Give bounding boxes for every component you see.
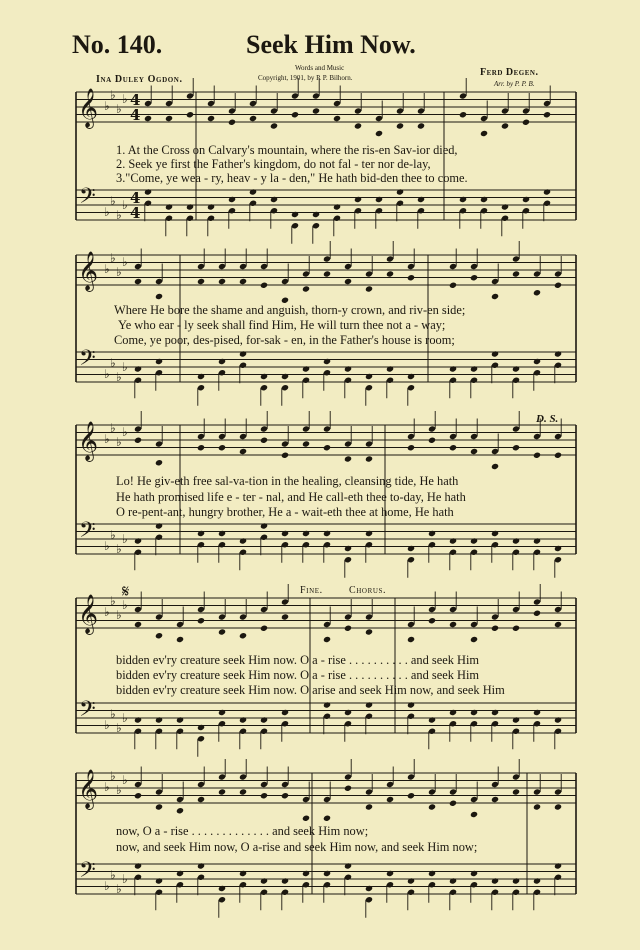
note-head — [491, 350, 499, 357]
copyright-line-1: Words and Music — [295, 64, 345, 72]
time-signature: 4 — [130, 91, 141, 109]
note-head — [480, 130, 488, 137]
note-head — [239, 350, 247, 357]
note-head — [491, 877, 499, 884]
note-head — [491, 293, 499, 300]
note-head — [554, 716, 562, 723]
flat-icon: ♭ — [122, 532, 128, 546]
note-head — [281, 452, 289, 459]
note-head — [260, 282, 268, 289]
note-head — [155, 522, 163, 529]
note-head — [344, 625, 352, 632]
note-head — [407, 877, 415, 884]
note-head — [155, 358, 163, 365]
flat-icon: ♭ — [122, 255, 128, 269]
flat-icon: ♭ — [104, 718, 110, 732]
note-head — [491, 530, 499, 537]
flat-icon: ♭ — [122, 198, 128, 212]
note-head — [323, 444, 331, 451]
note-head — [134, 792, 142, 799]
flat-icon: ♭ — [104, 432, 110, 446]
note-head — [470, 811, 478, 818]
note-head — [270, 122, 278, 129]
lyric-line: now, and seek Him now, O a-rise and seek Him now, and seek Him now; — [116, 840, 478, 854]
note-head — [218, 885, 226, 892]
note-head — [533, 289, 541, 296]
lyric-line: Come, ye poor, des-pised, for-sak - en, in the Father's house is room; — [114, 333, 455, 347]
flat-icon: ♭ — [110, 421, 116, 435]
flat-icon: ♭ — [122, 360, 128, 374]
note-head — [239, 448, 247, 455]
note-head — [354, 122, 362, 129]
note-head — [449, 877, 457, 884]
note-head — [522, 196, 530, 203]
note-head — [522, 119, 530, 126]
note-head — [470, 537, 478, 544]
note-head — [165, 203, 173, 210]
note-head — [344, 862, 352, 869]
lyric-line: Ye who ear - ly seek shall find Him, He will turn thee not a - way; — [118, 318, 446, 332]
note-head — [428, 530, 436, 537]
note-head — [197, 530, 205, 537]
note-head — [218, 358, 226, 365]
note-head — [449, 709, 457, 716]
note-head — [134, 537, 142, 544]
note-head — [407, 444, 415, 451]
note-head — [155, 716, 163, 723]
note-head — [344, 365, 352, 372]
note-head — [281, 877, 289, 884]
note-head — [386, 270, 394, 277]
bass-clef-icon: 𝄢 — [79, 697, 96, 727]
flat-icon: ♭ — [122, 598, 128, 612]
copyright-line-2: Copyright, 1901, by P. P. Bilhorn. — [258, 74, 353, 82]
note-head — [239, 278, 247, 285]
note-head — [323, 870, 331, 877]
lyric-line: 1. At the Cross on Calvary's mountain, where the ris-en Sav-ior died, — [116, 143, 458, 157]
flat-icon: ♭ — [110, 88, 116, 102]
flat-icon: ♭ — [122, 872, 128, 886]
note-head — [417, 196, 425, 203]
note-head — [470, 274, 478, 281]
note-head — [197, 724, 205, 731]
note-head — [218, 278, 226, 285]
note-head — [470, 709, 478, 716]
note-head — [428, 617, 436, 624]
note-head — [165, 115, 173, 122]
treble-clef-icon: 𝄞 — [78, 769, 99, 809]
note-head — [501, 203, 509, 210]
flat-icon: ♭ — [104, 605, 110, 619]
note-head — [155, 877, 163, 884]
note-head — [197, 444, 205, 451]
note-head — [239, 870, 247, 877]
note-head — [155, 293, 163, 300]
flat-icon: ♭ — [116, 435, 122, 449]
flat-icon: ♭ — [110, 251, 116, 265]
flat-icon: ♭ — [110, 594, 116, 608]
note-head — [134, 365, 142, 372]
note-head — [407, 373, 415, 380]
note-head — [491, 463, 499, 470]
note-head — [554, 803, 562, 810]
flat-icon: ♭ — [110, 707, 116, 721]
note-head — [323, 701, 331, 708]
note-head — [207, 203, 215, 210]
note-head — [302, 530, 310, 537]
note-head — [344, 785, 352, 792]
note-head — [144, 188, 152, 195]
note-head — [323, 270, 331, 277]
note-head — [197, 796, 205, 803]
note-head — [134, 278, 142, 285]
lyric-line: Lo! He giv-eth free sal-va-tion in the healing, cleansing tide, He hath — [116, 474, 459, 488]
dal-segno-marking: D. S. — [536, 413, 559, 425]
note-head — [512, 788, 520, 795]
note-head — [365, 285, 373, 292]
note-head — [554, 545, 562, 552]
treble-clef-icon: 𝄞 — [78, 88, 99, 128]
flat-icon: ♭ — [104, 262, 110, 276]
note-head — [533, 803, 541, 810]
bass-clef-icon: 𝄢 — [79, 346, 96, 376]
note-head — [491, 796, 499, 803]
note-head — [365, 530, 373, 537]
note-head — [176, 636, 184, 643]
note-head — [218, 788, 226, 795]
note-head — [155, 459, 163, 466]
note-head — [449, 282, 457, 289]
note-head — [291, 211, 299, 218]
note-head — [197, 862, 205, 869]
note-head — [260, 437, 268, 444]
note-head — [470, 448, 478, 455]
treble-clef-icon: 𝄞 — [78, 594, 99, 634]
note-head — [396, 122, 404, 129]
flat-icon: ♭ — [104, 539, 110, 553]
note-head — [354, 196, 362, 203]
time-signature: 4 — [130, 189, 141, 207]
note-head — [554, 452, 562, 459]
note-head — [512, 365, 520, 372]
note-head — [449, 365, 457, 372]
flat-icon: ♭ — [104, 780, 110, 794]
note-head — [249, 188, 257, 195]
note-head — [281, 373, 289, 380]
note-head — [344, 278, 352, 285]
fine-marking: Fine. — [300, 585, 323, 596]
note-head — [239, 716, 247, 723]
note-head — [302, 285, 310, 292]
flat-icon: ♭ — [116, 882, 122, 896]
note-head — [344, 709, 352, 716]
composer-credit: Ferd Degen. — [480, 67, 539, 78]
flat-icon: ♭ — [110, 528, 116, 542]
note-head — [260, 522, 268, 529]
note-head — [323, 815, 331, 822]
hymn-title: Seek Him Now. — [246, 30, 416, 59]
note-head — [239, 632, 247, 639]
note-head — [260, 373, 268, 380]
note-head — [176, 807, 184, 814]
note-head — [386, 796, 394, 803]
note-head — [302, 870, 310, 877]
note-head — [512, 444, 520, 451]
note-head — [407, 701, 415, 708]
note-head — [260, 716, 268, 723]
note-head — [344, 545, 352, 552]
note-head — [386, 870, 394, 877]
flat-icon: ♭ — [104, 205, 110, 219]
flat-icon: ♭ — [116, 265, 122, 279]
note-head — [281, 792, 289, 799]
note-head — [396, 188, 404, 195]
note-head — [323, 530, 331, 537]
note-head — [260, 877, 268, 884]
note-head — [459, 111, 467, 118]
note-head — [302, 815, 310, 822]
note-head — [449, 621, 457, 628]
flat-icon: ♭ — [104, 99, 110, 113]
segno-icon: 𝄋 — [122, 582, 130, 601]
time-signature: 4 — [130, 204, 141, 222]
flat-icon: ♭ — [122, 773, 128, 787]
note-head — [312, 211, 320, 218]
note-head — [134, 716, 142, 723]
note-head — [417, 122, 425, 129]
note-head — [375, 196, 383, 203]
note-head — [155, 803, 163, 810]
note-head — [239, 537, 247, 544]
note-head — [228, 119, 236, 126]
note-head — [386, 365, 394, 372]
note-head — [449, 444, 457, 451]
treble-clef-icon: 𝄞 — [78, 251, 99, 291]
note-head — [533, 452, 541, 459]
flat-icon: ♭ — [110, 356, 116, 370]
note-head — [176, 870, 184, 877]
note-head — [554, 862, 562, 869]
note-head — [344, 455, 352, 462]
note-head — [134, 621, 142, 628]
note-head — [218, 530, 226, 537]
chorus-marking: Chorus. — [349, 585, 387, 596]
note-head — [428, 803, 436, 810]
note-head — [239, 788, 247, 795]
note-head — [512, 537, 520, 544]
flat-icon: ♭ — [116, 783, 122, 797]
note-head — [407, 545, 415, 552]
note-head — [512, 270, 520, 277]
note-head — [281, 613, 289, 620]
note-head — [270, 196, 278, 203]
flat-icon: ♭ — [104, 367, 110, 381]
note-head — [207, 115, 215, 122]
note-head — [186, 203, 194, 210]
lyric-line: now, O a - rise . . . . . . . . . . . . . and seek Him now; — [116, 824, 369, 838]
note-head — [281, 530, 289, 537]
note-head — [228, 196, 236, 203]
note-head — [491, 709, 499, 716]
arranger-credit: Arr. by P. P. B. — [494, 80, 535, 88]
note-head — [260, 625, 268, 632]
flat-icon: ♭ — [122, 425, 128, 439]
note-head — [365, 885, 373, 892]
lyric-line: 3."Come, ye wea - ry, heav - y la - den," He hath bid-den thee to come. — [116, 171, 468, 185]
note-head — [134, 862, 142, 869]
note-head — [302, 365, 310, 372]
note-head — [407, 274, 415, 281]
note-head — [375, 130, 383, 137]
flat-icon: ♭ — [104, 879, 110, 893]
flat-icon: ♭ — [110, 769, 116, 783]
note-head — [407, 636, 415, 643]
note-head — [197, 278, 205, 285]
note-head — [281, 709, 289, 716]
note-head — [554, 350, 562, 357]
note-head — [449, 537, 457, 544]
note-head — [218, 709, 226, 716]
note-head — [512, 716, 520, 723]
note-head — [291, 111, 299, 118]
flat-icon: ♭ — [116, 721, 122, 735]
note-head — [512, 625, 520, 632]
lyric-line: Where He bore the shame and anguish, thorn-y crown, and riv-en side; — [114, 303, 466, 317]
note-head — [323, 636, 331, 643]
note-head — [302, 440, 310, 447]
note-head — [480, 196, 488, 203]
note-head — [449, 800, 457, 807]
lyric-line: bidden ev'ry creature seek Him now. O a - rise . . . . . . . . . . and seek Him — [116, 653, 480, 667]
note-head — [218, 628, 226, 635]
note-head — [470, 365, 478, 372]
note-head — [543, 188, 551, 195]
note-head — [197, 617, 205, 624]
note-head — [365, 701, 373, 708]
note-head — [554, 621, 562, 628]
flat-icon: ♭ — [116, 542, 122, 556]
bass-clef-icon: 𝄢 — [79, 518, 96, 548]
lyric-line: 2. Seek ye first the Father's kingdom, do not fal - ter nor de-lay, — [116, 157, 431, 171]
flat-icon: ♭ — [116, 608, 122, 622]
note-head — [554, 282, 562, 289]
note-head — [501, 122, 509, 129]
note-head — [533, 709, 541, 716]
note-head — [533, 610, 541, 617]
note-head — [459, 196, 467, 203]
note-head — [533, 537, 541, 544]
note-head — [144, 115, 152, 122]
lyric-line: bidden ev'ry creature seek Him now. O a - rise . . . . . . . . . . and seek Him — [116, 668, 480, 682]
note-head — [470, 636, 478, 643]
lyric-line: bidden ev'ry creature seek Him now. O arise and seek Him now, and seek Him — [116, 683, 505, 697]
lyricist-credit: Ina Duley Ogdon. — [96, 74, 183, 85]
lyric-line: He hath promised life e - ter - nal, and He call-eth thee to-day, He hath — [116, 490, 466, 504]
note-head — [323, 358, 331, 365]
note-head — [428, 870, 436, 877]
note-head — [176, 716, 184, 723]
note-head — [491, 625, 499, 632]
note-head — [365, 628, 373, 635]
flat-icon: ♭ — [116, 370, 122, 384]
note-head — [543, 111, 551, 118]
note-head — [197, 373, 205, 380]
note-head — [218, 444, 226, 451]
flat-icon: ♭ — [110, 868, 116, 882]
flat-icon: ♭ — [110, 194, 116, 208]
note-head — [512, 877, 520, 884]
note-head — [470, 870, 478, 877]
flat-icon: ♭ — [122, 711, 128, 725]
note-head — [134, 437, 142, 444]
bass-clef-icon: 𝄢 — [79, 184, 96, 214]
note-head — [333, 203, 341, 210]
note-head — [249, 115, 257, 122]
note-head — [365, 803, 373, 810]
note-head — [260, 792, 268, 799]
flat-icon: ♭ — [122, 92, 128, 106]
time-signature: 4 — [130, 106, 141, 124]
lyric-line: O re-pent-ant, hungry brother, He a - wait-eth thee at home, He hath — [116, 505, 454, 519]
note-head — [365, 373, 373, 380]
bass-clef-icon: 𝄢 — [79, 858, 96, 888]
treble-clef-icon: 𝄞 — [78, 421, 99, 461]
note-head — [533, 877, 541, 884]
note-head — [333, 115, 341, 122]
flat-icon: ♭ — [116, 102, 122, 116]
note-head — [533, 358, 541, 365]
note-head — [407, 792, 415, 799]
note-head — [155, 632, 163, 639]
note-head — [428, 716, 436, 723]
note-head — [312, 107, 320, 114]
note-head — [365, 455, 373, 462]
flat-icon: ♭ — [116, 208, 122, 222]
note-head — [186, 111, 194, 118]
hymn-number: No. 140. — [72, 30, 163, 59]
note-head — [428, 437, 436, 444]
